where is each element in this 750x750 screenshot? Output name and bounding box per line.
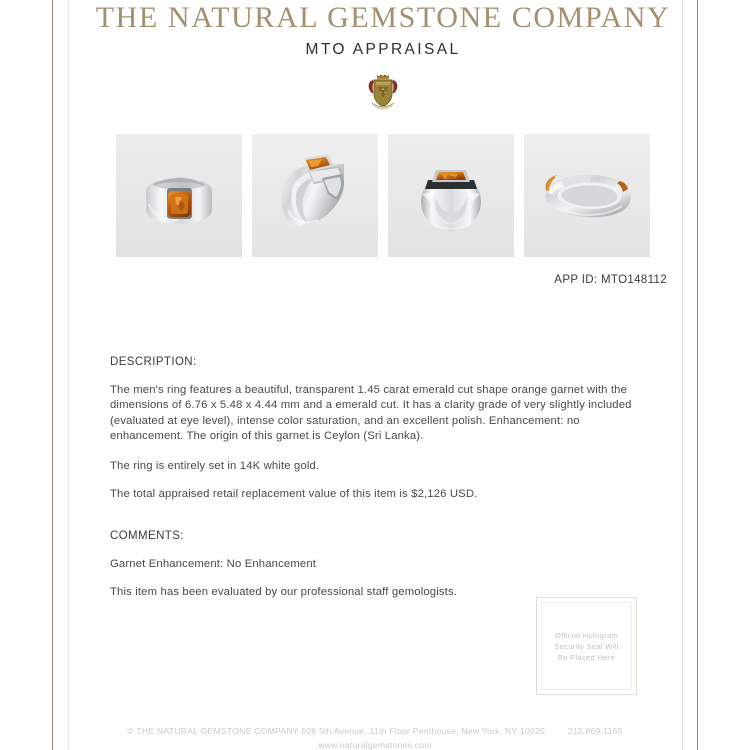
crest-container — [69, 72, 697, 112]
right-outer-border-rule — [697, 0, 698, 750]
description-heading: DESCRIPTION: — [110, 355, 197, 368]
description-paragraph-value: The total appraised retail replacement value of this item is $2,126 USD. — [110, 488, 478, 500]
left-outer-border-rule — [52, 0, 53, 750]
seal-text-line-1: Official Hologram — [554, 630, 619, 640]
footer-copyright: © THE NATURAL GEMSTONE COMPANY 608 5th Avenue, 11th Floor Penthouse, New York, NY 10020 — [127, 726, 546, 736]
seal-text-line-3: Be Placed Here — [557, 652, 616, 662]
comments-heading: COMMENTS: — [110, 529, 184, 542]
seal-text-line-2: Security Seal Will — [554, 641, 619, 651]
document-subtitle: MTO APPRAISAL — [305, 40, 461, 58]
document-content — [69, 0, 697, 750]
section-spacer — [110, 516, 667, 530]
comments-paragraph-evaluation: This item has been evaluated by our professional staff gemologists. — [110, 586, 458, 598]
ring-photo-upright-front-view[interactable] — [388, 134, 514, 257]
ring-photo-three-quarter-view[interactable] — [252, 134, 378, 257]
footer-website[interactable]: www.naturalgemstones.com — [318, 740, 432, 750]
comments-paragraph-enhancement: Garnet Enhancement: No Enhancement — [110, 557, 317, 570]
description-paragraph-metal: The ring is entirely set in 14K white gold. — [110, 459, 320, 472]
company-title: THE NATURAL GEMSTONE COMPANY — [95, 1, 671, 34]
hologram-seal-text — [554, 630, 618, 663]
ring-photo-top-front-view[interactable] — [116, 134, 242, 257]
ring-photo-strip — [69, 134, 697, 257]
appraisal-body — [69, 356, 697, 601]
ring-photo-rear-underside-view[interactable] — [524, 134, 650, 257]
heraldic-crest-icon — [366, 72, 400, 112]
hologram-seal-placeholder — [536, 597, 637, 695]
hologram-seal-inner-border — [541, 602, 632, 690]
footer-address-line — [0, 726, 750, 736]
description-paragraph-main: The men's ring features a beautiful, transparent 1.45 carat emerald cut shape orange garnet with the dimensions of 6.76 x 5.48 x 4.44 mm and a emerald cut. It has a clarity grade of very slightly included (evaluated at eye level), intense color saturation, and an excellent polish. Enhancement: no enhancement. The origin of this garnet is Ceylon (Sri Lanka). — [110, 383, 632, 442]
masthead — [69, 0, 697, 59]
footer-phone: 212.869.1165 — [567, 726, 623, 736]
app-id-label: APP ID: MTO148112 — [554, 273, 667, 286]
page-footer — [0, 726, 750, 750]
app-id-row — [69, 274, 697, 286]
